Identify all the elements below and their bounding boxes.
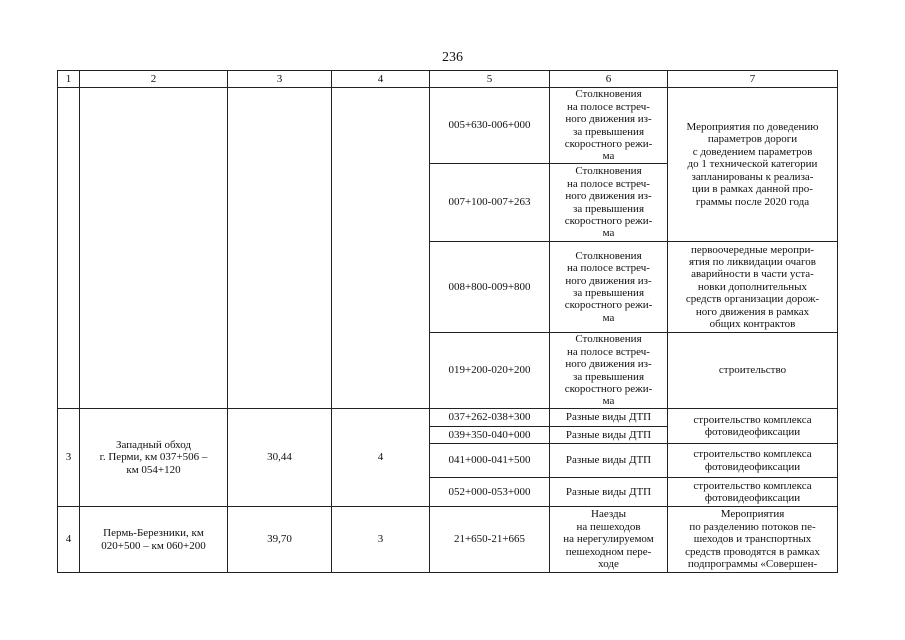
km-range: 039+350-040+000: [430, 427, 550, 444]
road-safety-table: [57, 70, 838, 573]
measure-text: Мероприятия по доведению параметров дороги с доведением параметров до 1 технической категории запланированы к реализа- ции в рамках данной про- граммы после 2020 года: [668, 88, 838, 242]
cell-num-empty: [58, 88, 80, 409]
column-number: 2: [80, 71, 228, 88]
table-row: [58, 507, 838, 573]
km-range: 052+000-053+000: [430, 478, 550, 507]
table-row: [58, 409, 838, 427]
column-number: 4: [332, 71, 430, 88]
accident-type: Столкновения на полосе встреч- ного движения из- за превышения скоростного режи- ма: [550, 333, 668, 409]
accident-type: Разные виды ДТП: [550, 409, 668, 427]
column-number-row: [58, 71, 838, 88]
accident-type: Столкновения на полосе встреч- ного движения из- за превышения скоростного режи- ма: [550, 88, 668, 164]
km-range: 019+200-020+200: [430, 333, 550, 409]
km-range: 037+262-038+300: [430, 409, 550, 427]
road-length: 30,44: [228, 409, 332, 507]
km-range: 007+100-007+263: [430, 164, 550, 242]
road-name: Пермь-Березники, км 020+500 – км 060+200: [80, 507, 228, 573]
accident-count: 4: [332, 409, 430, 507]
measure-text: Мероприятия по разделению потоков пе- шеходов и транспортных средств проводятся в рамках подпрограммы «Совершен-: [668, 507, 838, 573]
measure-text: строительство: [668, 333, 838, 409]
cell-count-empty: [332, 88, 430, 409]
cell-length-empty: [228, 88, 332, 409]
accident-count: 3: [332, 507, 430, 573]
column-number: 6: [550, 71, 668, 88]
cell-road-empty: [80, 88, 228, 409]
km-range: 008+800-009+800: [430, 242, 550, 333]
km-range: 005+630-006+000: [430, 88, 550, 164]
column-number: 7: [668, 71, 838, 88]
accident-type: Столкновения на полосе встреч- ного движения из- за превышения скоростного режи- ма: [550, 242, 668, 333]
column-number: 5: [430, 71, 550, 88]
table-row: [58, 88, 838, 164]
km-range: 21+650-21+665: [430, 507, 550, 573]
accident-type: Столкновения на полосе встреч- ного движения из- за превышения скоростного режи- ма: [550, 164, 668, 242]
measure-text: строительство комплекса фотовидеофиксации: [668, 478, 838, 507]
road-name: Западный обход г. Перми, км 037+506 – км 054+120: [80, 409, 228, 507]
measure-text: первоочередные меропри- ятия по ликвидации очагов аварийности в части уста- новки дополнительных средств организации дорож- ного движения в рамках общих контрактов: [668, 242, 838, 333]
accident-type: Разные виды ДТП: [550, 478, 668, 507]
page-number: 236: [442, 50, 463, 65]
accident-type: Разные виды ДТП: [550, 444, 668, 478]
column-number: 3: [228, 71, 332, 88]
measure-text: строительство комплекса фотовидеофиксации: [668, 444, 838, 478]
column-number: 1: [58, 71, 80, 88]
measure-text: строительство комплекса фотовидеофиксации: [668, 409, 838, 444]
road-number: 3: [58, 409, 80, 507]
road-length: 39,70: [228, 507, 332, 573]
accident-type: Разные виды ДТП: [550, 427, 668, 444]
accident-type: Наезды на пешеходов на нерегулируемом пешеходном пере- ходе: [550, 507, 668, 573]
road-number: 4: [58, 507, 80, 573]
km-range: 041+000-041+500: [430, 444, 550, 478]
